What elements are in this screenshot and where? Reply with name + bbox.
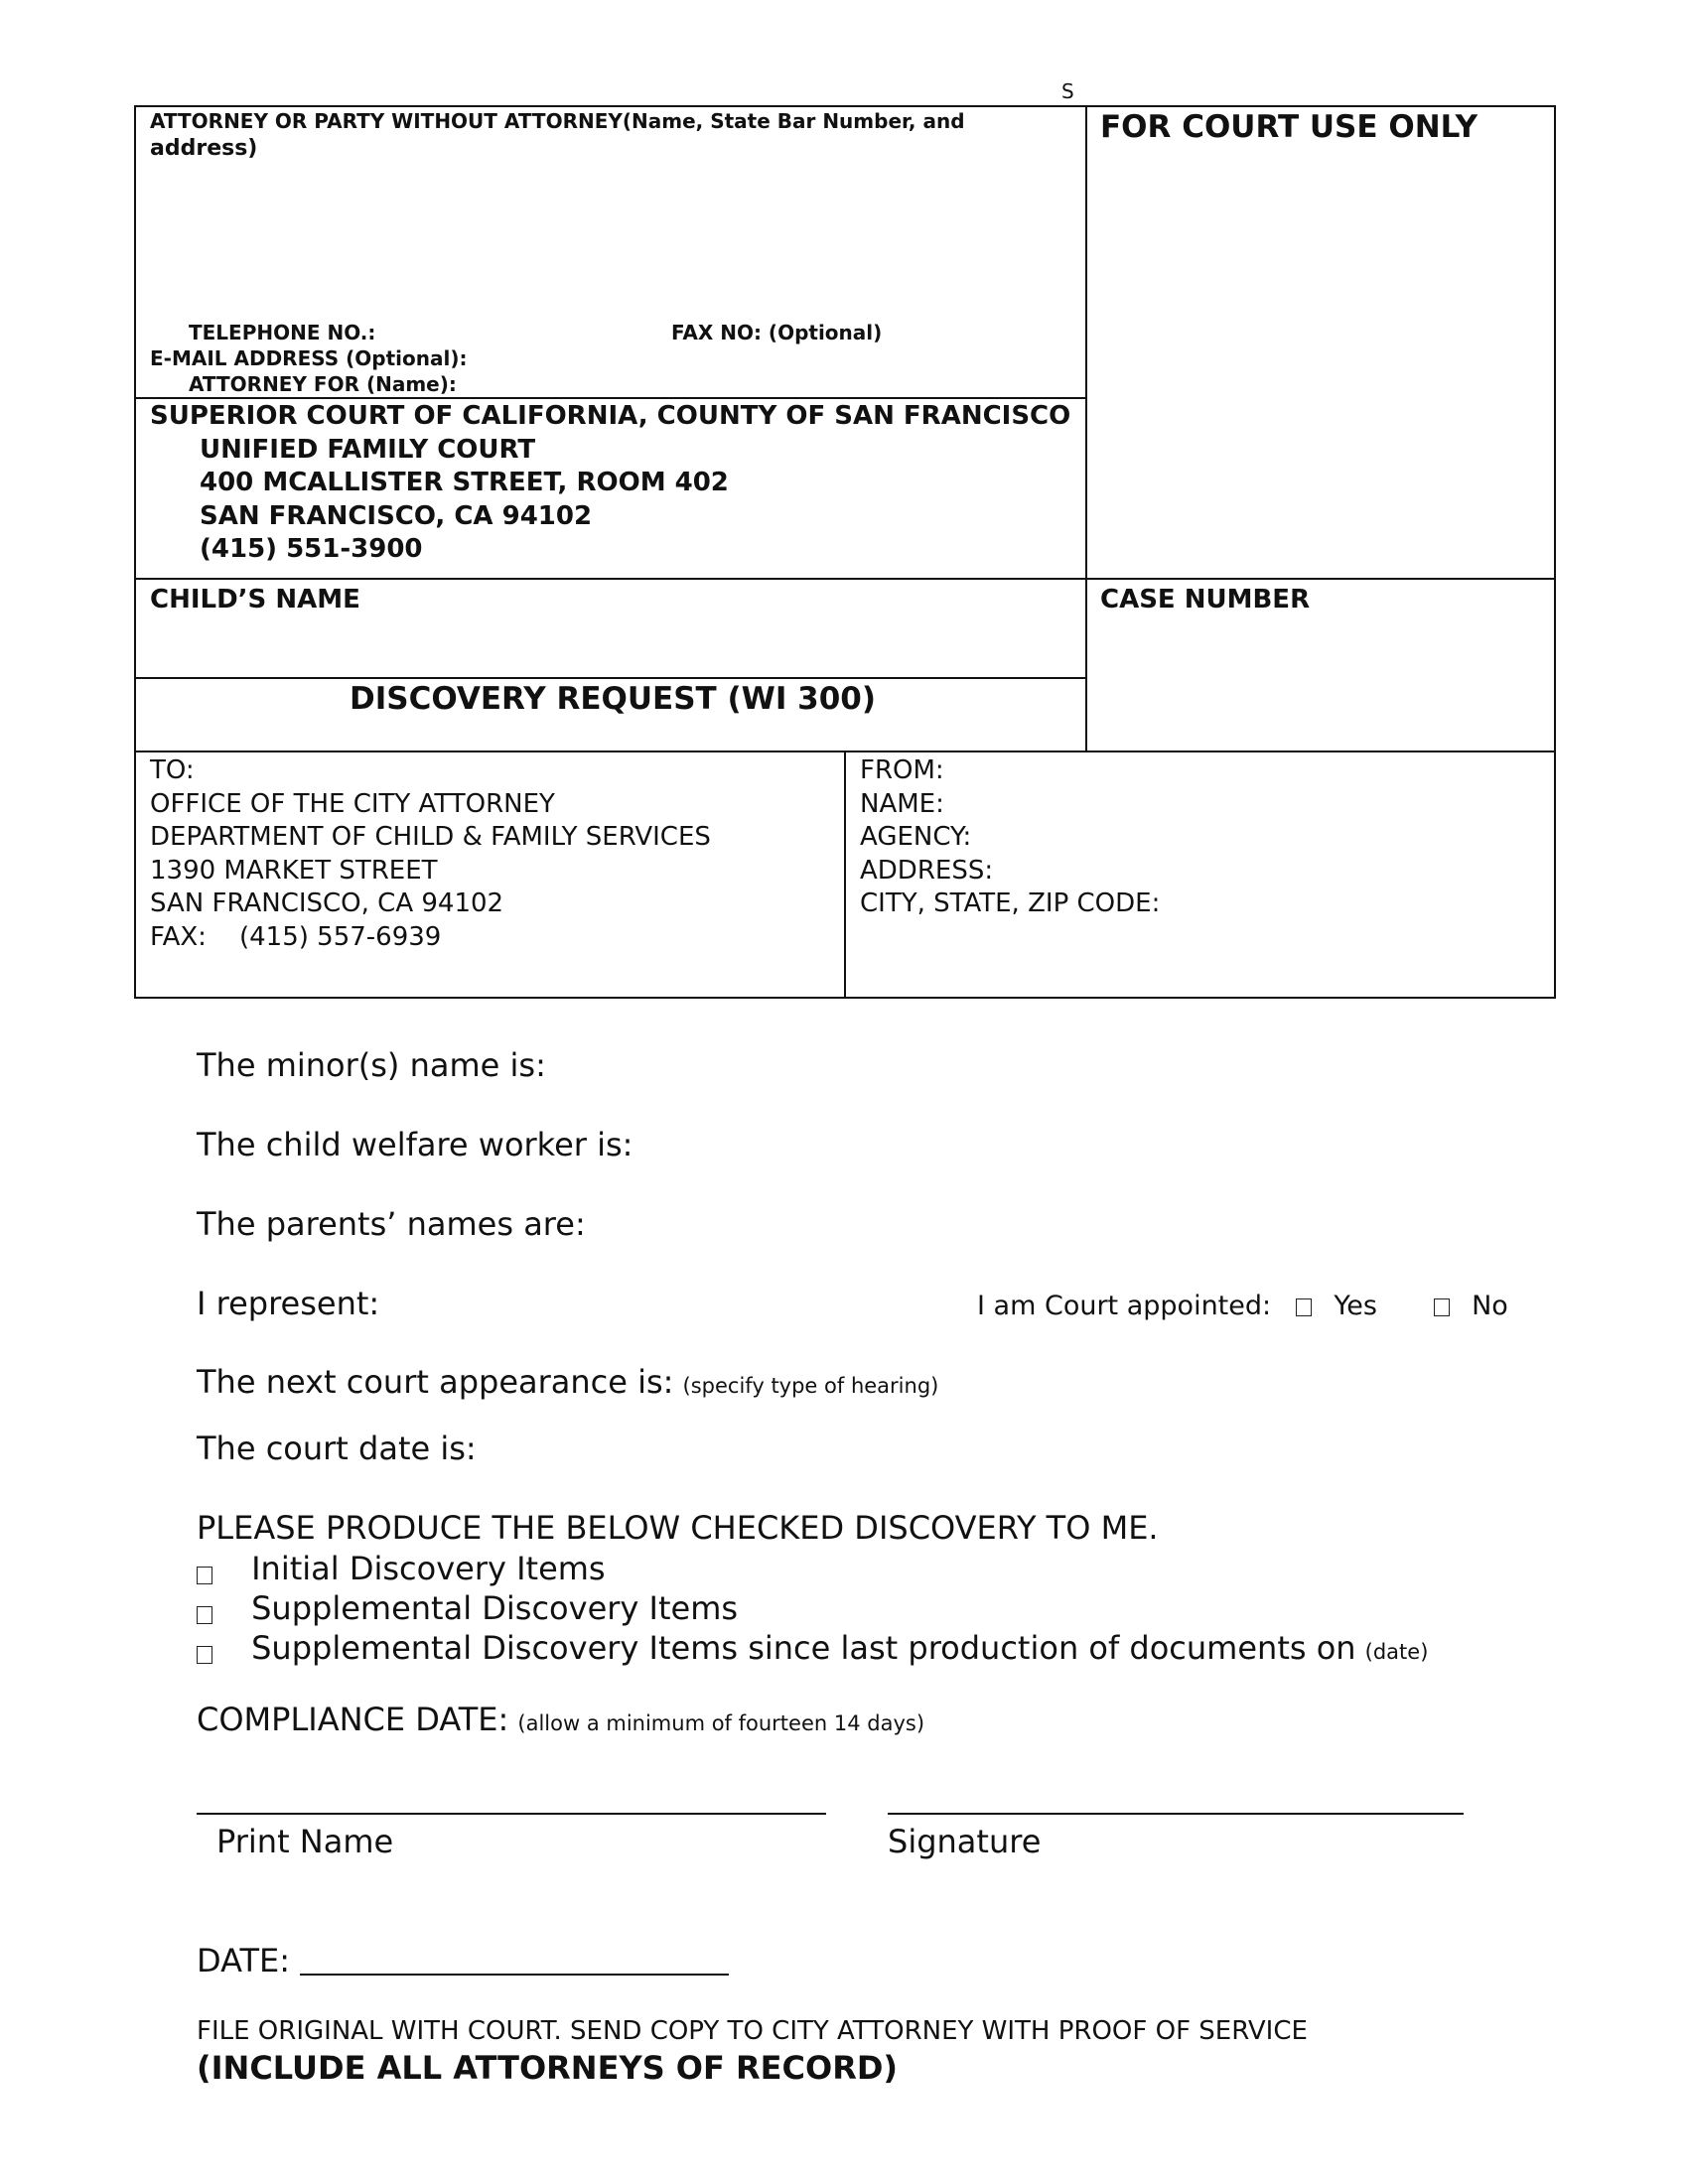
- discovery-item-label: Supplemental Discovery Items: [251, 1589, 739, 1627]
- next-appearance-label: The next court appearance is:: [197, 1363, 674, 1401]
- discovery-item: [197, 1589, 738, 1627]
- to-block: TO: OFFICE OF THE CITY ATTORNEY DEPARTMENT OF CHILD & FAMILY SERVICES 1390 MARKET STREET SAN FRANCISCO, CA 94102 FAX: (415) 557-6939: [150, 755, 711, 952]
- signature-label: Signature: [888, 1823, 1042, 1860]
- telephone-label: TELEPHONE NO.:: [189, 321, 376, 344]
- attorney-for-label: ATTORNEY FOR (Name):: [189, 372, 457, 396]
- email-label: E-MAIL ADDRESS (Optional):: [150, 346, 468, 370]
- print-name-line[interactable]: [197, 1813, 826, 1815]
- discovery-item-label: Initial Discovery Items: [251, 1550, 606, 1587]
- court-division: UNIFIED FAMILY COURT: [200, 435, 536, 465]
- from-block: FROM: NAME: AGENCY: ADDRESS: CITY, STATE, ZIP CODE:: [860, 755, 1161, 918]
- court-use-label: FOR COURT USE ONLY: [1100, 109, 1478, 145]
- discovery-item-label: Supplemental Discovery Items since last production of documents on: [251, 1629, 1356, 1667]
- signature-line[interactable]: [888, 1813, 1464, 1815]
- court-date-label: The court date is:: [197, 1430, 477, 1467]
- i-represent-label: I represent:: [197, 1285, 380, 1322]
- initial-discovery-checkbox[interactable]: [197, 1567, 212, 1584]
- compliance-label: COMPLIANCE DATE:: [197, 1701, 509, 1738]
- court-street: 400 MCALLISTER STREET, ROOM 402: [200, 468, 729, 497]
- no-label: No: [1472, 1291, 1508, 1321]
- corner-mark: S: [1061, 79, 1074, 103]
- footer-note: (INCLUDE ALL ATTORNEYS OF RECORD): [197, 2049, 899, 2087]
- print-name-label: Print Name: [216, 1823, 394, 1860]
- footer-instruction: FILE ORIGINAL WITH COURT. SEND COPY TO CITY ATTORNEY WITH PROOF OF SERVICE: [197, 2016, 1308, 2046]
- welfare-worker-label: The child welfare worker is:: [197, 1126, 633, 1163]
- next-appearance-note: (specify type of hearing): [682, 1374, 939, 1398]
- compliance-row: [197, 1701, 924, 1738]
- supplemental-since-checkbox[interactable]: [197, 1646, 212, 1664]
- fax-label: FAX NO: (Optional): [671, 321, 883, 344]
- supplemental-discovery-checkbox[interactable]: [197, 1606, 212, 1624]
- court-appointed-row: [977, 1291, 1508, 1321]
- form-title: DISCOVERY REQUEST (WI 300): [350, 681, 877, 717]
- court-name: SUPERIOR COURT OF CALIFORNIA, COUNTY OF SAN FRANCISCO: [150, 401, 1071, 431]
- yes-checkbox[interactable]: [1296, 1298, 1312, 1316]
- discovery-item: [197, 1629, 1428, 1667]
- case-number-label: CASE NUMBER: [1100, 585, 1311, 614]
- court-appointed-label: I am Court appointed:: [977, 1291, 1272, 1321]
- no-checkbox[interactable]: [1434, 1298, 1450, 1316]
- date-label: DATE:: [197, 1942, 291, 1979]
- minor-name-label: The minor(s) name is:: [197, 1046, 546, 1084]
- parents-names-label: The parents’ names are:: [197, 1205, 586, 1243]
- date-line[interactable]: [300, 1974, 729, 1976]
- compliance-note: (allow a minimum of fourteen 14 days): [517, 1711, 925, 1735]
- childs-name-label: CHILD’S NAME: [150, 585, 360, 614]
- discovery-item: [197, 1550, 606, 1587]
- court-city: SAN FRANCISCO, CA 94102: [200, 501, 593, 531]
- discovery-heading: PLEASE PRODUCE THE BELOW CHECKED DISCOVERY TO ME.: [197, 1509, 1159, 1547]
- court-phone: (415) 551-3900: [200, 534, 423, 564]
- discovery-date-note: (date): [1364, 1640, 1429, 1664]
- next-appearance-row: [197, 1363, 938, 1401]
- attorney-label: ATTORNEY OR PARTY WITHOUT ATTORNEY(Name, State Bar Number, and address): [150, 109, 965, 161]
- yes-label: Yes: [1334, 1291, 1377, 1321]
